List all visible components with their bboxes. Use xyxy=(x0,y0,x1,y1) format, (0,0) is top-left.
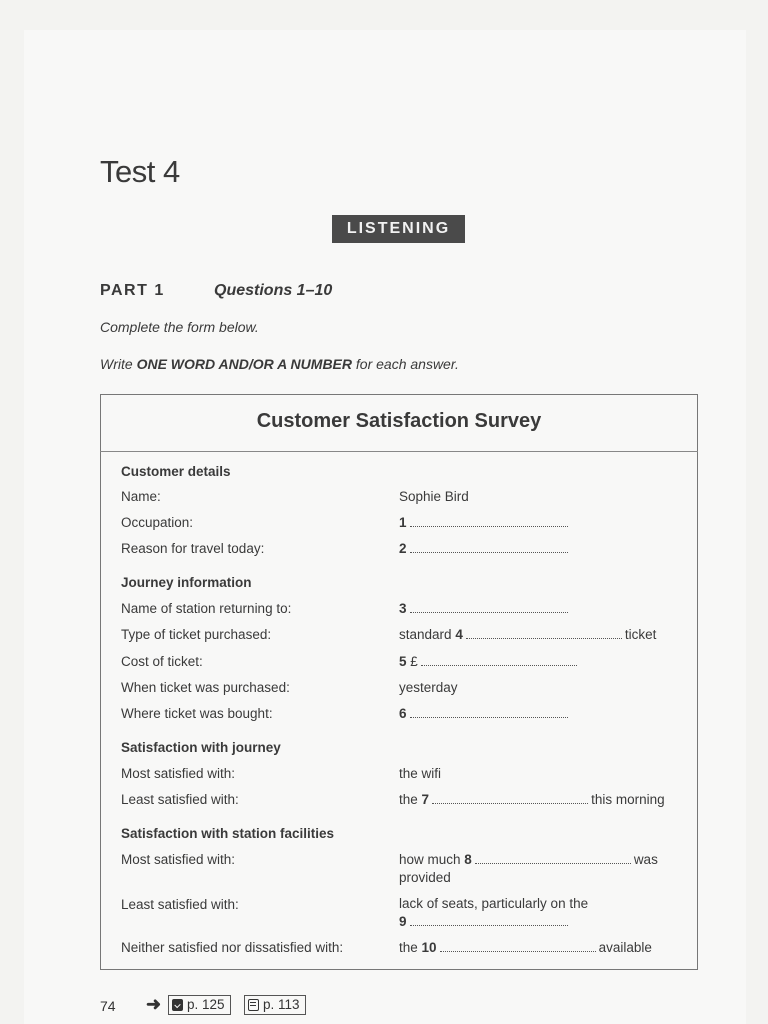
answer-blank-10[interactable]: the 10 available xyxy=(399,940,652,955)
form-title-divider xyxy=(100,451,698,452)
row-label-station-most-satisfied: Most satisfied with: xyxy=(121,852,236,867)
questions-label: Questions 1–10 xyxy=(214,282,333,299)
transcript-icon xyxy=(248,999,259,1011)
section-heading-customer-details: Customer details xyxy=(121,464,231,479)
part-label: PART 1 xyxy=(100,282,165,299)
answer-blank-2[interactable]: 2 xyxy=(399,541,571,556)
section-heading-journey-satisfaction: Satisfaction with journey xyxy=(121,740,281,755)
transcript-page: p. 113 xyxy=(263,997,300,1012)
row-label-ticket-type: Type of ticket purchased: xyxy=(121,627,272,642)
instruction-complete-form: Complete the form below. xyxy=(100,319,259,335)
test-title: Test 4 xyxy=(100,154,180,189)
page-number: 74 xyxy=(100,998,116,1014)
row-label-journey-most-satisfied: Most satisfied with: xyxy=(121,766,236,781)
answer-key-reference[interactable] xyxy=(168,995,231,1015)
section-heading-journey-information: Journey information xyxy=(121,575,252,590)
answer-blank-9[interactable]: 9 xyxy=(399,914,571,929)
answer-blank-7[interactable]: the 7 this morning xyxy=(399,792,665,807)
row-value-station-least-satisfied: lack of seats, particularly on the xyxy=(399,896,589,911)
word-limit-emphasis: ONE WORD AND/OR A NUMBER xyxy=(136,356,352,372)
row-label-journey-least-satisfied: Least satisfied with: xyxy=(121,792,239,807)
row-label-occupation: Occupation: xyxy=(121,515,194,530)
answer-blank-8[interactable]: how much 8 was xyxy=(399,852,658,867)
section-heading-station-satisfaction: Satisfaction with station facilities xyxy=(121,826,335,841)
answer-blank-6[interactable]: 6 xyxy=(399,706,571,721)
row-label-ticket-cost: Cost of ticket: xyxy=(121,654,203,669)
instruction-word-limit: Write ONE WORD AND/OR A NUMBER for each answer. xyxy=(100,356,459,372)
row-label-station-least-satisfied: Least satisfied with: xyxy=(121,897,239,912)
row-value-purchase-time: yesterday xyxy=(399,680,458,695)
row-label-purchase-place: Where ticket was bought: xyxy=(121,706,273,721)
answer-blank-1[interactable]: 1 xyxy=(399,515,571,530)
section-banner: LISTENING xyxy=(332,215,465,243)
answer-blank-4[interactable]: standard 4 ticket xyxy=(399,627,657,642)
row-value-name: Sophie Bird xyxy=(399,489,469,504)
row-label-purchase-time: When ticket was purchased: xyxy=(121,680,290,695)
answer-8-continuation: provided xyxy=(399,870,451,885)
answer-key-page: p. 125 xyxy=(187,997,225,1012)
answer-blank-3[interactable]: 3 xyxy=(399,601,571,616)
answer-blank-5[interactable]: 5 £ xyxy=(399,654,580,669)
row-label-station-returning: Name of station returning to: xyxy=(121,601,292,616)
row-label-name: Name: xyxy=(121,489,161,504)
arrow-right-icon: ➜ xyxy=(146,994,162,1014)
row-value-journey-most-satisfied: the wifi xyxy=(399,766,442,781)
row-label-station-neutral: Neither satisfied nor dissatisfied with: xyxy=(121,940,344,955)
row-label-reason-for-travel: Reason for travel today: xyxy=(121,541,265,556)
answer-key-icon xyxy=(172,999,183,1011)
transcript-reference[interactable] xyxy=(244,995,306,1015)
form-title: Customer Satisfaction Survey xyxy=(256,410,542,432)
